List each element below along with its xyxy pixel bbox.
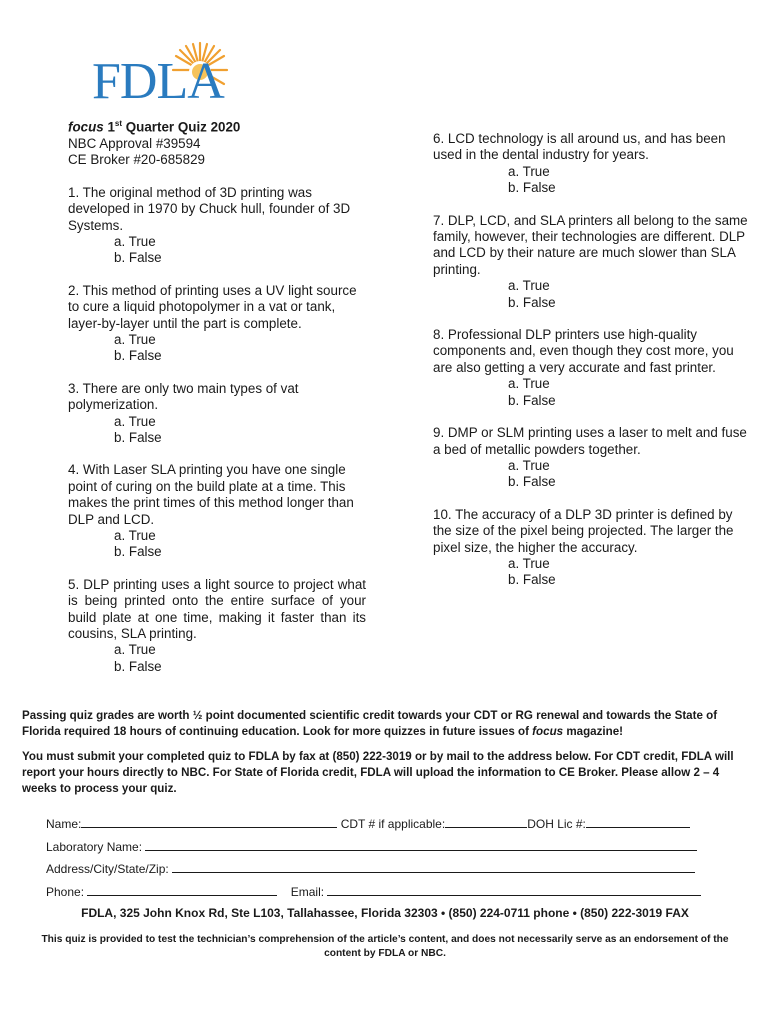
fdla-logo: [92, 40, 242, 112]
answer-option[interactable]: a. True: [114, 233, 156, 249]
answer-option[interactable]: b. False: [508, 572, 556, 588]
answer-option[interactable]: a. True: [114, 413, 156, 429]
nbc-approval: NBC Approval #39594: [68, 135, 201, 151]
question-2: 2. This method of printing uses a UV light source to cure a liquid photopolymer in a vat or tank, layer-by-layer until the part is complete. a. True b. False: [68, 283, 366, 365]
submission-notice: You must submit your completed quiz to FDLA by fax at (850) 222-3019 or by mail to the address below. For CDT credit, FDLA will report your hours directly to NBC. For State of Florida credit, FDLA will upload the information to CE Broker. Please allow 2 – 4 weeks to process your quiz.: [22, 750, 734, 795]
logo-text: FDLA: [92, 53, 224, 110]
quiz-column-right: [433, 131, 751, 589]
credit-notice: Passing quiz grades are worth ½ point documented scientific credit towards your CDT or RG renewal and towards the State of Florida required 18 hours of continuing education. Look for more quizzes in future issues of focus magazine!: [22, 709, 718, 738]
form-row-lab: [46, 838, 706, 855]
question-8: 8. Professional DLP printers use high-quality components and, even though they cost more, you are also getting a very accurate and fast printer. a. True b. False: [433, 327, 751, 409]
quiz-column-left: [68, 116, 366, 675]
form-row-contact: [46, 883, 706, 900]
address-field[interactable]: [172, 860, 695, 873]
answer-option[interactable]: b. False: [114, 250, 162, 266]
email-label: Email:: [290, 885, 325, 899]
cdt-label: CDT # if applicable:: [340, 817, 446, 831]
answer-option[interactable]: a. True: [508, 163, 550, 179]
disclaimer: This quiz is provided to test the technician’s comprehension of the article’s content, and does not necessarily serve as an endorsement of the content by FDLA or NBC.: [41, 934, 729, 959]
phone-field[interactable]: [87, 883, 277, 896]
ce-broker: CE Broker #20-685829: [68, 152, 205, 168]
name-field[interactable]: [81, 815, 337, 828]
question-7: 7. DLP, LCD, and SLA printers all belong to the same family, however, their technologies are different. DLP and LCD by their nature are much slower than SLA printing. a. True b. False: [433, 213, 751, 311]
answer-option[interactable]: b. False: [114, 658, 162, 674]
doh-label: DOH Lic #:: [527, 817, 586, 831]
answer-option[interactable]: a. True: [508, 278, 550, 294]
answer-option[interactable]: b. False: [114, 348, 162, 364]
lab-label: Laboratory Name:: [46, 840, 143, 854]
phone-label: Phone:: [46, 885, 85, 899]
answer-option[interactable]: a. True: [508, 555, 550, 571]
lab-field[interactable]: [145, 838, 697, 851]
question-9: 9. DMP or SLM printing uses a laser to melt and fuse a bed of metallic powders together. a. True b. False: [433, 425, 751, 491]
question-4: 4. With Laser SLA printing you have one single point of curing on the build plate at a time. This makes the print times of this method longer than DLP and LCD. a. True b. False: [68, 462, 366, 560]
answer-option[interactable]: b. False: [508, 294, 556, 310]
answer-option[interactable]: a. True: [114, 528, 156, 543]
address-label: Address/City/State/Zip:: [46, 862, 169, 876]
question-3: 3. There are only two main types of vat polymerization. a. True b. False: [68, 381, 366, 447]
fdla-address: FDLA, 325 John Knox Rd, Ste L103, Tallahassee, Florida 32303 • (850) 224-0711 phone • (850) 222-3019 FAX: [81, 906, 689, 920]
question-5: 5. DLP printing uses a light source to project what is being printed onto the entire surface of your build plate at one time, making it faster than its cousins, SLA printing. a. True b. False: [68, 576, 366, 674]
question-10: 10. The accuracy of a DLP 3D printer is defined by the size of the pixel being projected. The larger the pixel size, the higher the accuracy. a. True b. False: [433, 507, 751, 589]
answer-option[interactable]: b. False: [114, 429, 162, 445]
email-field[interactable]: [327, 883, 701, 896]
answer-option[interactable]: a. True: [114, 642, 156, 658]
answer-option[interactable]: b. False: [114, 544, 162, 560]
cdt-field[interactable]: [445, 815, 527, 828]
quiz-title: focus 1st Quarter Quiz 2020: [68, 119, 241, 135]
form-row-address: [46, 860, 706, 877]
doh-field[interactable]: [586, 815, 690, 828]
question-1: 1. The original method of 3D printing was developed in 1970 by Chuck hull, founder of 3D Systems. a. True b. False: [68, 185, 366, 267]
form-row-name: [46, 815, 706, 832]
answer-option[interactable]: b. False: [508, 392, 556, 408]
answer-option[interactable]: b. False: [508, 180, 556, 196]
question-6: 6. LCD technology is all around us, and has been used in the dental industry for years. a. True b. False: [433, 131, 751, 197]
answer-option[interactable]: a. True: [508, 376, 550, 392]
answer-option[interactable]: b. False: [508, 474, 556, 490]
answer-option[interactable]: a. True: [508, 457, 550, 473]
answer-option[interactable]: a. True: [114, 331, 156, 347]
name-label: Name:: [46, 817, 82, 831]
